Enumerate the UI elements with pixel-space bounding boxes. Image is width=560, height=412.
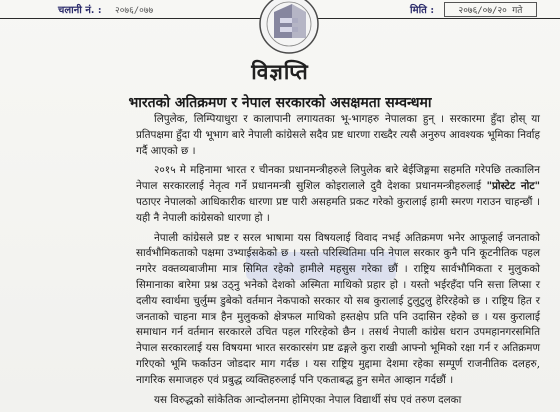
paragraph-3: नेपाली कांग्रेसले प्रष्ट र सरल भाषामा यस विषयलाई विवाद नभई अतिक्रमण भनेर आफूलाई जनताको सार्वभौमिकताको पक्षमा उभ्याईसकेको छ । यस्तो परिस्थितिमा पनि नेपाल सरकार कुनै पनि कूटनीतिक पहल नगरेर वक्तव्यबाजीमा मात्र सिमित रहेको हामीले महसुस गरेका छौं । राष्ट्रिय सार्वभौमिकता र मुलुकको सिमानाका बारेमा प्रश्न उठ्नु भनेको देशको अस्मिता माथिको प्रहार हो । यस्तो भईरहँदा पनि सत्ता लिप्सा र दलीय स्वार्थमा चुर्लुम्म डुबेको वर्तमान नेकपाको सरकार यो सब कुरालाई टुलुटुलु हेरिरहेको छ । राष्ट्रिय हित र जनताको चाहना मात्र हैन मुलुकको क्षेत्रफल माथिको हस्तक्षेप प्रति पनि उदासिन रहेको छ । यस कुरालाई समाधान गर्न वर्तमान सरकारले उचित पहल गरिरहेको छैन । तसर्थ नेपाली कांग्रेस धरान उपमहानगरसमिति नेपाल सरकारलाई यस विषयमा भारत सरकारसंग प्रष्ट ढङ्गले कुरा राखी आफ्नो भूमिको रक्षा गर्न र अतिक्रमण गरिएको भूमि फर्काउन जोडदार माग गर्दछ । यस राष्ट्रिय मुद्दामा देशमा रहेका सम्पूर्ण राजनीतिक दलहरु, नागरिक समाजहरु एवं प्रबुद्ध व्यक्तिहरुलाई पनि एकताबद्ध हुन समेत आव्हान गर्दछौं ।: [136, 231, 540, 386]
date-label: मिति :: [410, 5, 435, 16]
reference-label: चलानी नं. :: [58, 5, 102, 16]
date-value: २०७६/०७/२० गते: [444, 2, 538, 17]
reference-value: २०७६/०७७: [115, 6, 154, 16]
paragraph-4: यस विरुद्धको सांकेतिक आन्दोलनमा होमिएका नेपाल विद्यार्थी संघ एवं तरुण दलका: [154, 393, 462, 406]
party-logo-icon: [244, 0, 334, 64]
paragraph-2-text-end: पठाएर नेपालको आधिकारीक धारणा प्रष्ट पारी असहमति प्रकट गरेको कुरालाई हामी स्मरण गराउन चाहन्छौं । यही नै नेपाली कांग्रेसको धारणा हो ।: [136, 195, 540, 224]
paragraph-2: [136, 163, 540, 226]
paragraph-2-text-start: २०१५ मे महिनामा भारत र चीनका प्रधानमन्त्रीहरुले लिपुलेक बारे बेईजिङ्गमा सहमति गरेपछि तत्कालिन नेपाल सरकारलाई नेतृत्व गर्ने प्रधानमन्त्री सुशिल कोइरालाले दुवै देशका प्रधानमन्त्रीहरुलाई: [136, 164, 540, 193]
paragraph-1: लिपुलेक, लिम्पियाधुरा र कालापानी लगायतका भू-भागहरु नेपालका हुन् । सरकारमा हुँदा होस् या प्रतिपक्षमा हुँदा यी भूभाग बारे नेपाली कांग्रेसले सदैव प्रष्ट धारणा राख्दैर त्यसै अनुरुप आवश्यक भूमिका निर्वाह गर्दै आएको छ ।: [136, 113, 540, 157]
letter-date: [410, 2, 537, 17]
notice-body: [136, 112, 540, 412]
paragraph-2-emphasis: "प्रोस्टेट नोट": [486, 180, 540, 193]
reference-number: [58, 2, 153, 16]
notice-title: विज्ञप्ति: [251, 59, 309, 84]
notice-subject: भारतको अतिक्रमण र नेपाल सरकारको असक्षमता सम्वन्धमा: [128, 95, 432, 111]
